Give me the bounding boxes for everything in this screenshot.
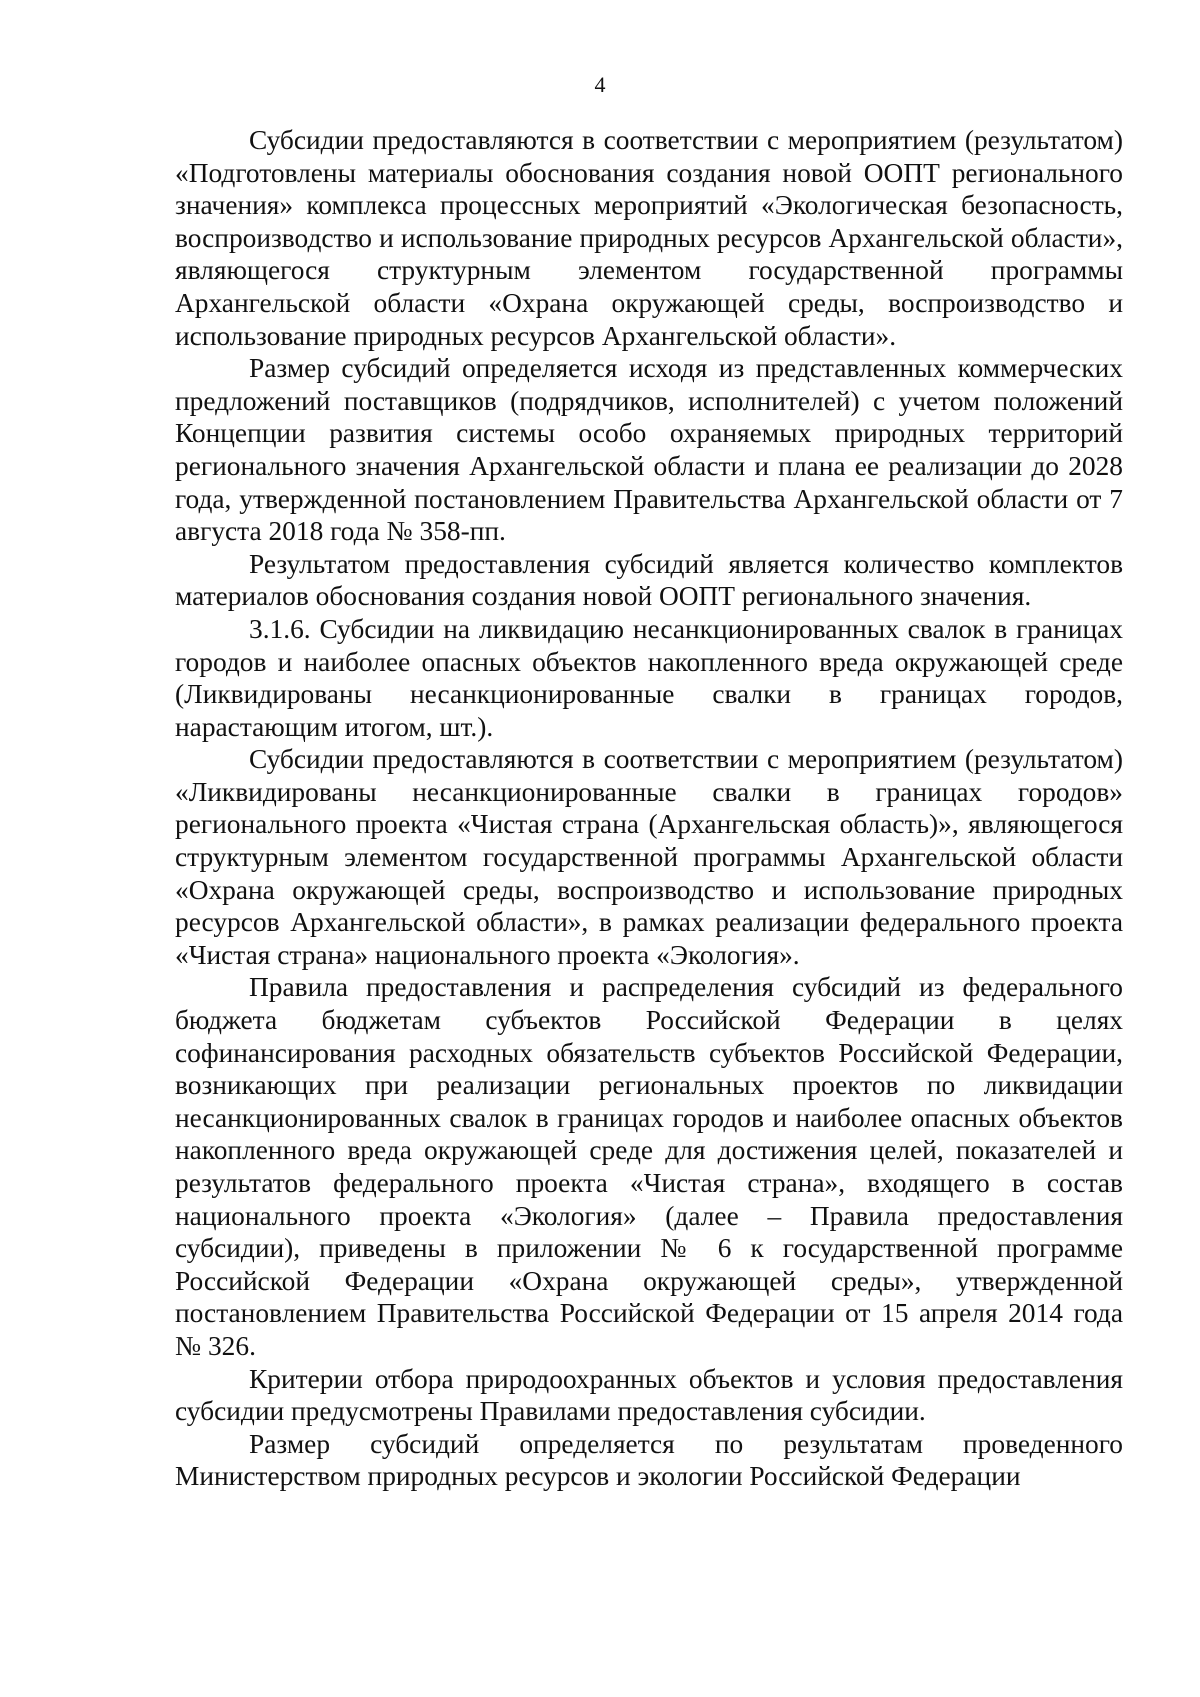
paragraph-subsidy-size-concept: Размер субсидий определяется исходя из представленных коммерческих предложений поставщиков (подрядчиков, исполнителей) с учетом положений Концепции развития системы особо охраняемых природных территорий регионального значения Архангельской области и плана ее реализации до 2028 года, утвержденной постановлением Правительства Архангельской области от 7 августа 2018 года № 358-пп. — [175, 353, 1123, 547]
paragraph-subsidy-result: Результатом предоставления субсидий является количество комплектов материалов обоснования создания новой ООПТ регионального значения. — [175, 548, 1123, 612]
paragraph-federal-rules: Правила предоставления и распределения субсидий из федерального бюджета бюджетам субъектов Российской Федерации в целях софинансирования расходных обязательств субъектов Российской Федерации, возникающих при реализации региональных проектов по ликвидации несанкционированных свалок в границах городов и наиболее опасных объектов накопленного вреда окружающей среде для достижения целей, показателей и результатов федерального проекта «Чистая страна», входящего в состав национального проекта «Экология» (далее – Правила предоставления субсидии), приведены в приложении № 6 к государственной программе Российской Федерации «Охрана окружающей среды», утвержденной постановлением Правительства Российской Федерации от 15 апреля 2014 года № 326. — [175, 972, 1123, 1361]
paragraph-section-3-1-6: 3.1.6. Субсидии на ликвидацию несанкционированных свалок в границах городов и наиболее опасных объектов накопленного вреда окружающей среде (Ликвидированы несанкционированные свалки в границах городов, нарастающим итогом, шт.). — [175, 613, 1123, 742]
paragraph-subsidy-size-ministry: Размер субсидий определяется по результатам проведенного Министерством природных ресурсов и экологии Российской Федерации — [175, 1428, 1123, 1492]
paragraph-subsidies-oopt: Субсидии предоставляются в соответствии с мероприятием (результатом) «Подготовлены материалы обоснования создания новой ООПТ регионального значения» комплекса процессных мероприятий «Экологическая безопасность, воспроизводство и использование природных ресурсов Архангельской области», являющегося структурным элементом государственной программы Архангельской области «Охрана окружающей среды, воспроизводство и использование природных ресурсов Архангельской области». — [175, 125, 1123, 351]
paragraph-selection-criteria: Критерии отбора природоохранных объектов и условия предоставления субсидии предусмотрены Правилами предоставления субсидии. — [175, 1363, 1123, 1427]
paragraph-subsidies-clean-country: Субсидии предоставляются в соответствии с мероприятием (результатом) «Ликвидированы несанкционированные свалки в границах городов» регионального проекта «Чистая страна (Архангельская область)», являющегося структурным элементом государственной программы Архангельской области «Охрана окружающей среды, воспроизводство и использование природных ресурсов Архангельской области», в рамках реализации федерального проекта «Чистая страна» национального проекта «Экология». — [175, 744, 1123, 970]
document-body — [175, 124, 1123, 1493]
page-number: 4 — [594, 72, 606, 97]
